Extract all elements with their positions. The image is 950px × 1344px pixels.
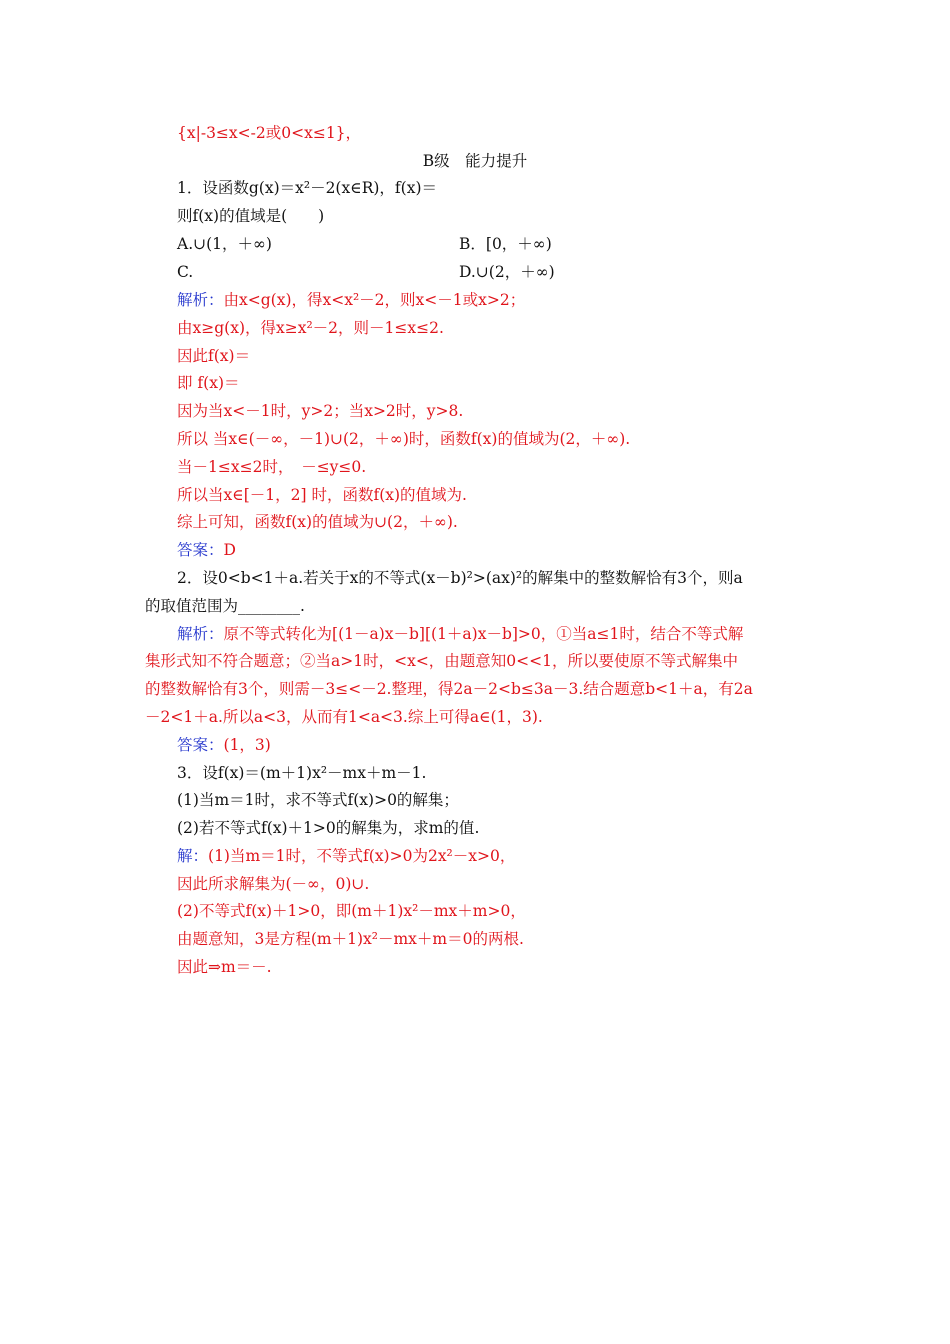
analysis-1-line-3: 因此f(x)＝ (177, 347, 251, 365)
analysis-1-line-6: 所以 当x∈(－∞，－1)∪(2，＋∞)时，函数f(x)的值域为(2，＋∞). (177, 430, 631, 448)
problem-3-part-1: (1)当m＝1时，求不等式f(x)>0的解集； (177, 791, 459, 809)
analysis-1-line-8: 所以当x∈[－1，2] 时，函数f(x)的值域为. (177, 486, 467, 504)
solution-label: 解： (177, 847, 209, 865)
analysis-1-line-7: 当－1≤x≤2时， －≤y≤0. (177, 458, 367, 476)
problem-3-stem: 3．设f(x)＝(m＋1)x²－mx＋m－1. (177, 764, 427, 782)
answer-label: 答案： (177, 736, 224, 754)
analysis-2-line-1: 解析：原不等式转化为[(1－a)x－b][(1＋a)x－b]>0，①当a≤1时，结合不等式解 (177, 625, 744, 643)
answer-1: 答案：D (177, 541, 236, 559)
analysis-2-line-2: 集形式知不符合题意；②当a>1时，<x<，由题意知0<<1，所以要使原不等式解集中 (145, 652, 739, 670)
problem-3-part-2: (2)若不等式f(x)＋1>0的解集为，求m的值. (177, 819, 480, 837)
problem-2-stem-cont: 的取值范围为________. (145, 597, 305, 615)
option-a: A.∪(1，＋∞) (177, 235, 272, 253)
analysis-1-line-9: 综上可知，函数f(x)的值域为∪(2，＋∞). (177, 513, 458, 531)
analysis-label: 解析： (177, 625, 224, 643)
analysis-1-line-1: 解析：由x<g(x)，得x<x²－2，则x<－1或x>2； (177, 291, 526, 309)
option-c: C. (177, 263, 194, 281)
solution-3-line-2: 因此所求解集为(－∞，0)∪. (177, 875, 370, 893)
solution-3-line-5: 因此⇒m＝－. (177, 958, 272, 976)
analysis-2-line-3: 的整数解恰有3个，则需－3≤<－2.整理，得2a－2<b≤3a－3.结合题意b<1＋a，有2a (145, 680, 753, 698)
analysis-1-line-5: 因为当x<－1时，y>2；当x>2时，y>8. (177, 402, 464, 420)
solution-3-line-1: 解：(1)当m＝1时，不等式f(x)>0为2x²－x>0， (177, 847, 516, 865)
solution-3-line-4: 由题意知，3是方程(m＋1)x²－mx＋m＝0的两根. (177, 930, 524, 948)
problem-1-question: 则f(x)的值域是( ) (177, 207, 325, 225)
answer-2: 答案：(1，3) (177, 736, 271, 754)
problem-2-stem: 2．设0<b<1＋a.若关于x的不等式(x－b)²>(ax)²的解集中的整数解恰有3个，则a (177, 569, 743, 587)
analysis-1-line-2: 由x≥g(x)，得x≥x²－2，则－1≤x≤2. (177, 319, 444, 337)
answer-label: 答案： (177, 541, 224, 559)
analysis-2-line-4: －2<1＋a.所以a<3，从而有1<a<3.综上可得a∈(1，3). (145, 708, 543, 726)
analysis-1-line-4: 即 f(x)＝ (177, 374, 240, 392)
analysis-label: 解析： (177, 291, 224, 309)
solution-3-line-3: (2)不等式f(x)＋1>0，即(m＋1)x²－mx＋m>0， (177, 902, 526, 920)
option-d: D.∪(2，＋∞) (459, 263, 555, 281)
section-heading: B级 能力提升 (422, 152, 528, 170)
option-b: B．[0，＋∞) (459, 235, 552, 253)
problem-1-stem: 1．设函数g(x)＝x²－2(x∈R)，f(x)＝ (177, 179, 437, 197)
solution-set-line: {x|-3≤x<-2或0<x≤1}， (177, 124, 362, 142)
